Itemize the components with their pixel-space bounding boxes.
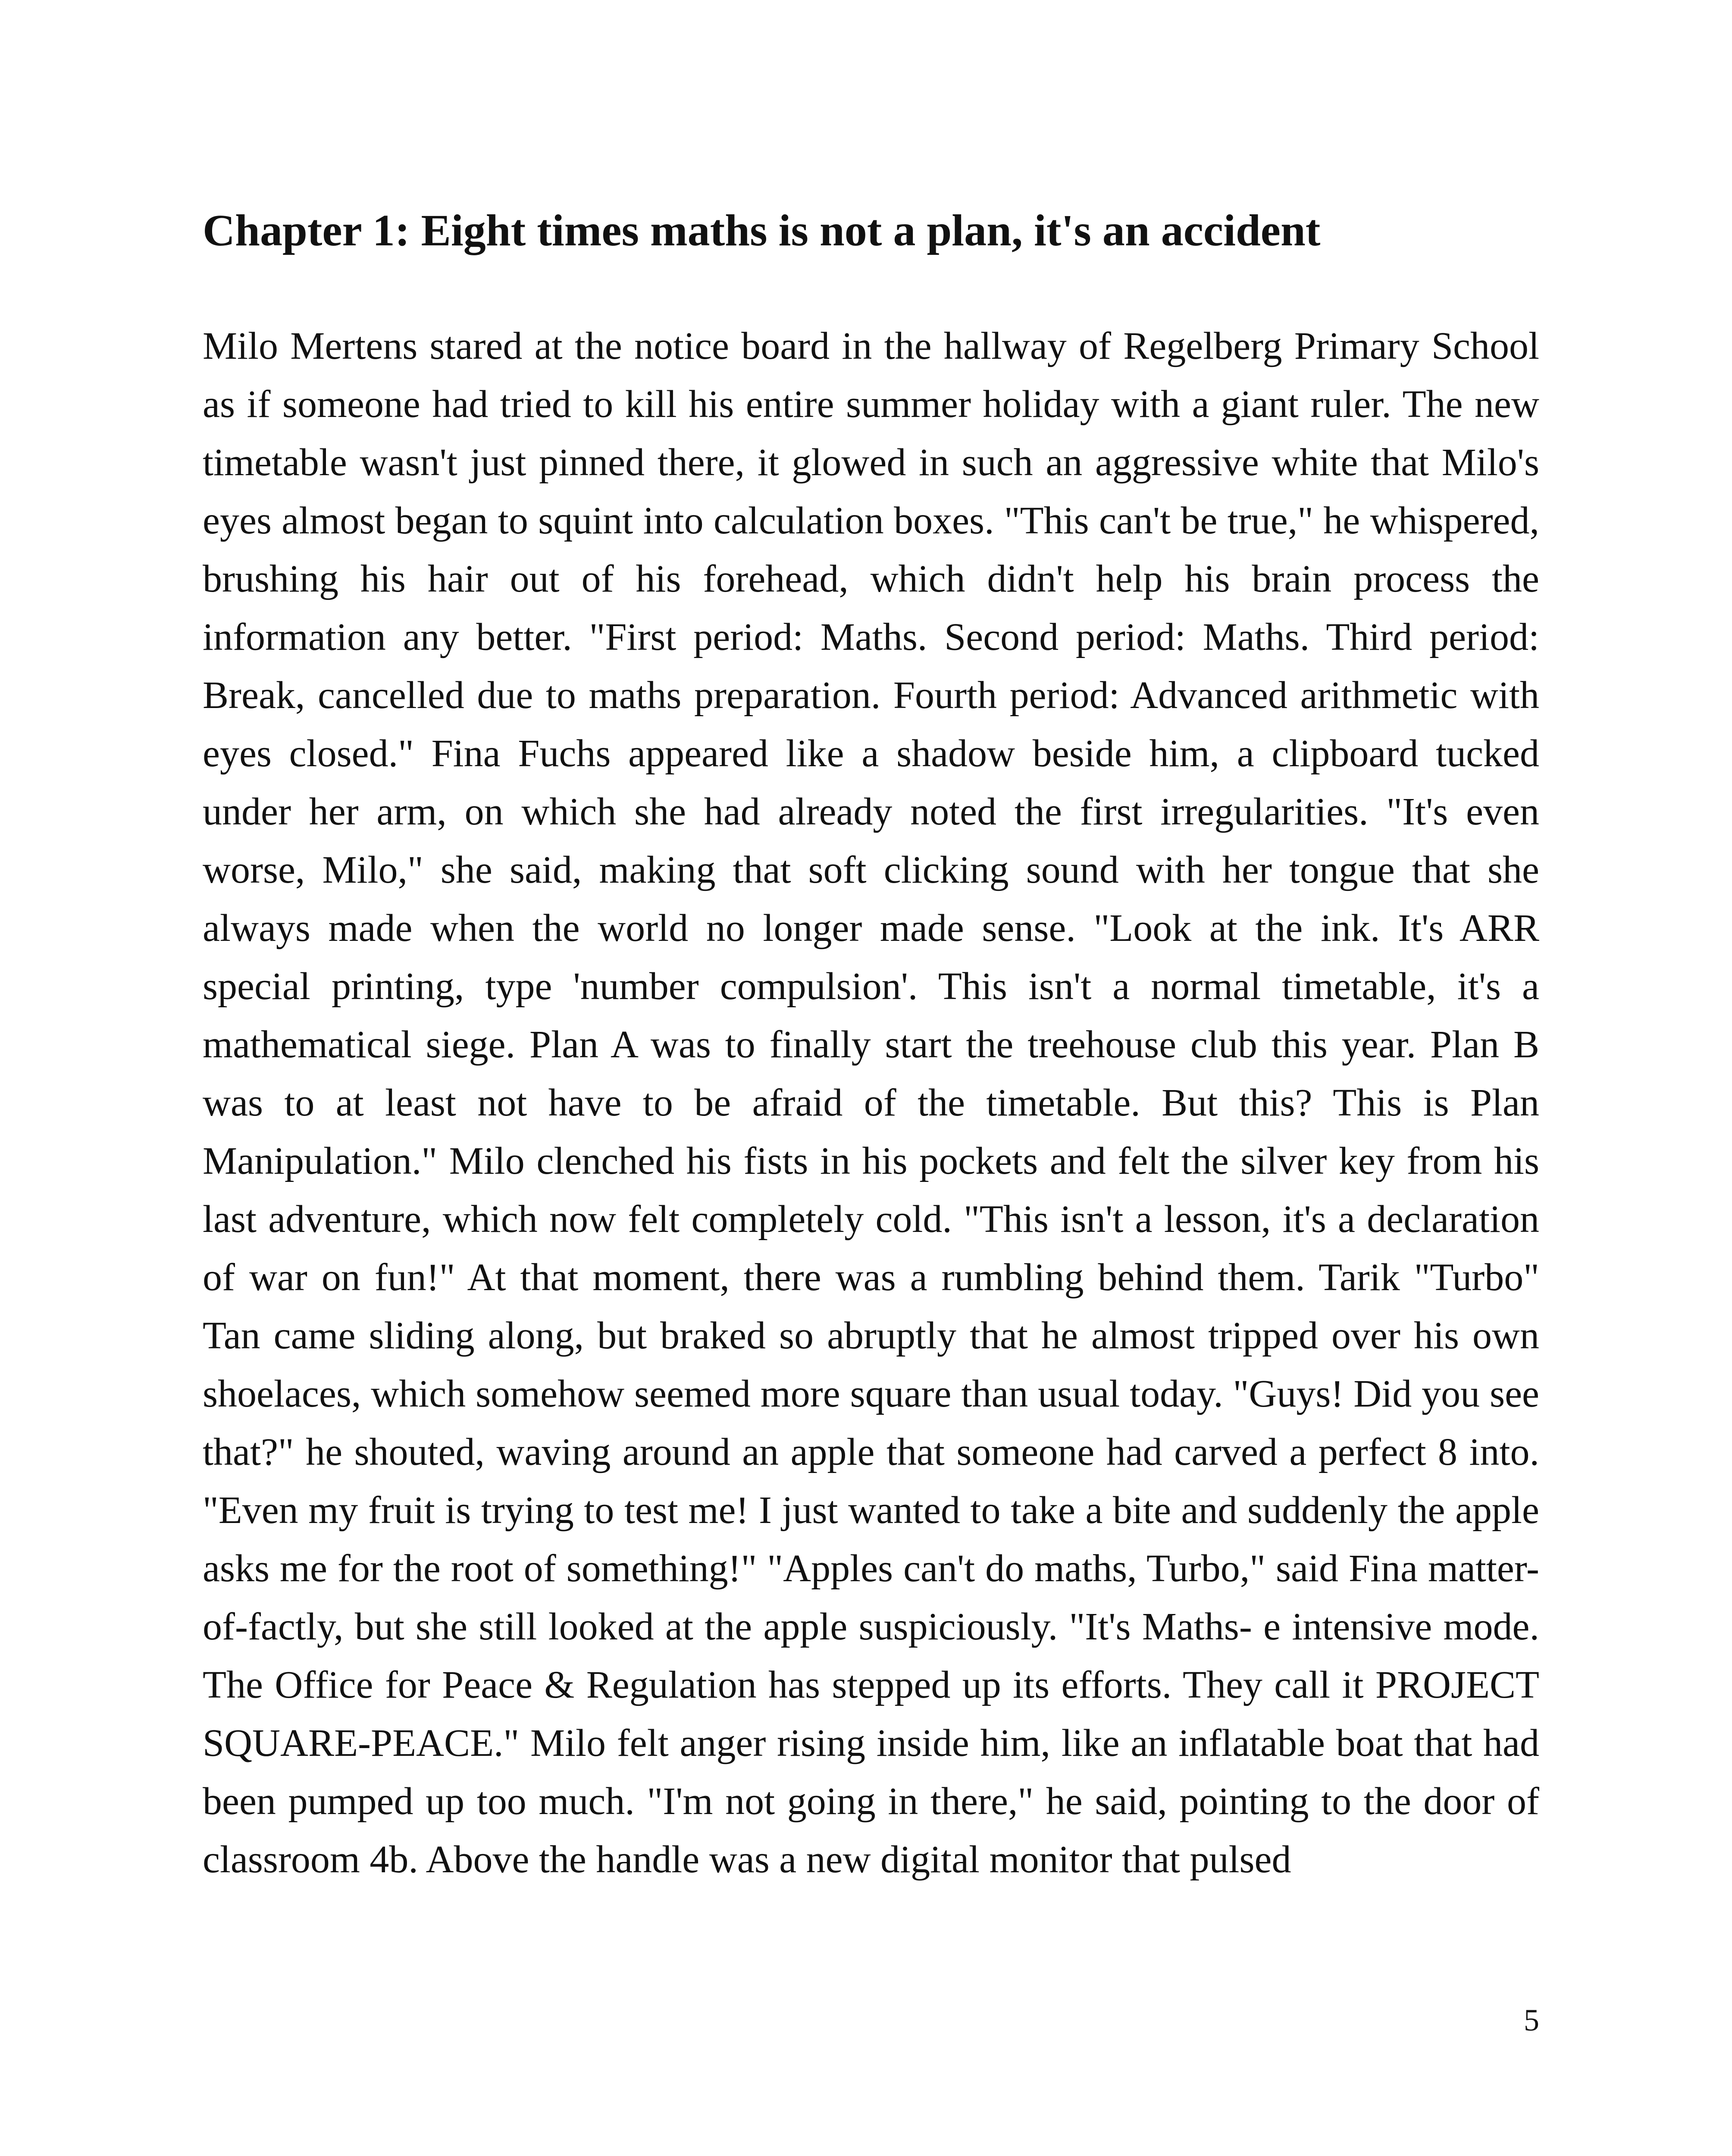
page-number: 5 [1524, 2003, 1539, 2037]
chapter-title: Chapter 1: Eight times maths is not a plan, it's an accident [203, 206, 1321, 255]
body-paragraph: Milo Mertens stared at the notice board in the hallway of Regelberg Primary School as if someone had tried to kill his entire summer holiday with a giant ruler. The new timetable wasn't just pinned there, it glowed in such an aggressive white that Milo's eyes almost began to squint into calculation boxes. "This can't be true," he whispered, brushing his hair out of his forehead, which didn't help his brain process the information any better. "First period: Maths. Second period: Maths. Third period: Break, cancelled due to maths preparation. Fourth period: Advanced arithmetic with eyes closed." Fina Fuchs appeared like a shadow beside him, a clipboard tucked under her arm, on which she had already noted the first irregularities. "It's even worse, Milo," she said, making that soft clicking sound with her tongue that she always made when the world no longer made sense. "Look at the ink. It's ARR special printing, type 'number compulsion'. This isn't a normal timetable, it's a mathematical siege. Plan A was to finally start the treehouse club this year. Plan B was to at least not have to be afraid of the timetable. But this? This is Plan Manipulation." Milo clenched his fists in his pockets and felt the silver key from his last adventure, which now felt completely cold. "This isn't a lesson, it's a declaration of war on fun!" At that moment, there was a rumbling behind them. Tarik "Turbo" Tan came sliding along, but braked so abruptly that he almost tripped over his own shoelaces, which somehow seemed more square than usual today. "Guys! Did you see that?" he shouted, waving around an apple that someone had carved a perfect 8 into. "Even my fruit is trying to test me! I just wanted to take a bite and suddenly the apple asks me for the root of something!" "Apples can't do maths, Turbo," said Fina matter-of-factly, but she still looked at the apple suspiciously. "It's Maths- e intensive mode. The Office for Peace & Regulation has stepped up its efforts. They call it PROJECT SQUARE-PEACE." Milo felt anger rising inside him, like an inflatable boat that had been pumped up too much. "I'm not going in there," he said, pointing to the door of classroom 4b. Above the handle was a new digital monitor that pulsed [203, 325, 1539, 1881]
